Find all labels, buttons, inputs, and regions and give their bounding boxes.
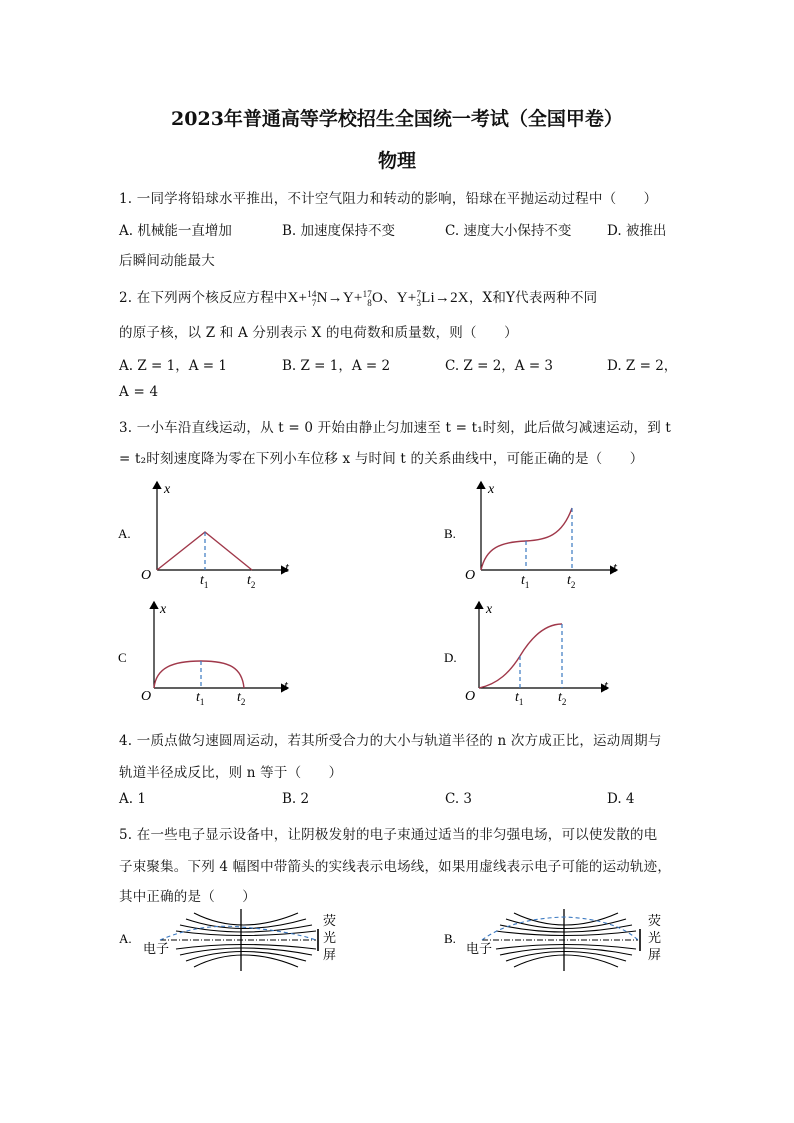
- q5-figure-a-screen-label-2: 光: [323, 930, 337, 945]
- q2-option-d[interactable]: D. Z = 2，: [607, 358, 678, 374]
- graph-c-t1: $t_1$: [196, 690, 205, 707]
- q1-option-d-cont: 后瞬间动能最大: [119, 253, 215, 269]
- q4-option-c[interactable]: C. 3: [445, 791, 473, 807]
- graph-d-t1: $t_1$: [515, 690, 524, 707]
- q1-option-a[interactable]: A. 机械能一直增加: [119, 223, 232, 239]
- q5-figure-b-screen-label-1: 荧: [648, 913, 662, 928]
- graph-a-label: A.: [118, 526, 131, 541]
- q1-option-d[interactable]: D. 被推出: [607, 223, 667, 239]
- q4-line1: 4. 一质点做匀速圆周运动，若其所受合力的大小与轨道半径的 n 次方成正比，运动周期与: [119, 733, 662, 749]
- q3-line1: 3. 一小车沿直线运动，从 t = 0 开始由静止匀加速至 t = t₁时刻，此后做匀减速运动，到 t: [119, 420, 672, 436]
- q4-option-d[interactable]: D. 4: [607, 791, 635, 807]
- graph-c-label: C: [118, 650, 127, 665]
- exam-title: 2023年普通高等学校招生全国统一考试（全国甲卷）: [171, 108, 623, 130]
- q5-figures: [110, 905, 690, 975]
- graph-d-x-label: x: [486, 602, 493, 617]
- q3-line2: = t₂时刻速度降为零在下列小车位移 x 与时间 t 的关系曲线中，可能正确的是（ ）: [119, 451, 644, 467]
- q2-prefix: 2. 在下列两个核反应方程中: [119, 290, 288, 306]
- graph-a-t-label: t: [285, 561, 289, 576]
- q5-figure-a-electron: 电子: [143, 941, 170, 956]
- q2-option-d-cont: A = 4: [119, 384, 159, 400]
- graph-c-origin: O: [141, 689, 152, 704]
- q5-figure-a-screen-label-1: 荧: [323, 913, 337, 928]
- graph-b-t1: $t_1$: [521, 573, 530, 590]
- graph-c-x-label: x: [160, 602, 167, 617]
- q1-stem: 1. 一同学将铅球水平推出，不计空气阻力和转动的影响，铅球在平抛运动过程中（ ）: [119, 191, 658, 207]
- q5-line1: 5. 在一些电子显示设备中，让阴极发射的电子束通过适当的非匀强电场，可以使发散的电: [119, 827, 658, 843]
- graph-b-x-label: x: [488, 482, 495, 497]
- graph-d-origin: O: [465, 689, 476, 704]
- q5-line3: 其中正确的是（ ）: [119, 889, 256, 905]
- q1-option-b[interactable]: B. 加速度保持不变: [282, 223, 396, 239]
- graph-b[interactable]: [444, 482, 618, 590]
- graph-b-curve: [481, 508, 572, 570]
- q5-figure-b-label: B.: [444, 931, 456, 946]
- q3-graphs: [110, 472, 690, 712]
- q2-equation-1: X+14 7N→Y+17 8O: [287, 288, 384, 308]
- graph-c-curve: [154, 661, 244, 688]
- q5-figure-b[interactable]: [444, 909, 661, 971]
- q4-option-b[interactable]: B. 2: [282, 791, 310, 807]
- graph-a-t1: $t_1$: [200, 573, 209, 590]
- graph-a[interactable]: [118, 482, 290, 590]
- subject-title: 物理: [377, 150, 416, 172]
- q2-line2: 的原子核，以 Z 和 A 分别表示 X 的电荷数和质量数，则（ ）: [119, 325, 518, 341]
- q4-line2: 轨道半径成反比，则 n 等于（ ）: [119, 765, 343, 781]
- q5-line2: 子束聚集。下列 4 幅图中带箭头的实线表示电场线，如果用虚线表示电子可能的运动轨迹，: [119, 859, 672, 875]
- graph-d-t2: $t_2$: [558, 690, 567, 707]
- q1-option-c[interactable]: C. 速度大小保持不变: [445, 223, 572, 239]
- q4-option-a[interactable]: A. 1: [119, 791, 146, 807]
- graph-d[interactable]: [444, 602, 609, 707]
- graph-c-t-label: t: [284, 679, 288, 694]
- graph-d-t-label: t: [604, 679, 608, 694]
- q2-option-b[interactable]: B. Z = 1，A = 2: [282, 358, 391, 374]
- graph-b-t2: $t_2$: [567, 573, 576, 590]
- graph-b-origin: O: [465, 568, 476, 583]
- graph-b-label: B.: [444, 526, 456, 541]
- q2-equation-2: Y+7 3Li→2X: [396, 288, 469, 308]
- q5-figure-b-screen-label-2: 光: [648, 930, 662, 945]
- graph-a-origin: O: [141, 568, 152, 583]
- graph-a-x-label: x: [164, 482, 171, 497]
- graph-c[interactable]: [118, 602, 289, 707]
- graph-c-t2: $t_2$: [237, 690, 246, 707]
- graph-a-curve: [157, 532, 252, 570]
- q5-figure-a-screen-label-3: 屏: [323, 947, 337, 962]
- q5-figure-b-electron: 电子: [466, 941, 493, 956]
- graph-a-t2: $t_2$: [247, 573, 256, 590]
- q2-option-a[interactable]: A. Z = 1，A = 1: [119, 358, 227, 374]
- q5-figure-a[interactable]: [119, 909, 336, 971]
- q5-figure-b-screen-label-3: 屏: [648, 947, 662, 962]
- q2-line1: 2. 在下列两个核反应方程中X+14 7N→Y+17 8O、Y+7 3Li→2X，X和Y代表两种不同: [119, 288, 598, 308]
- graph-b-t-label: t: [613, 561, 617, 576]
- q5-figure-a-label: A.: [119, 931, 132, 946]
- graph-d-label: D.: [444, 650, 457, 665]
- q2-option-c[interactable]: C. Z = 2，A = 3: [445, 358, 554, 374]
